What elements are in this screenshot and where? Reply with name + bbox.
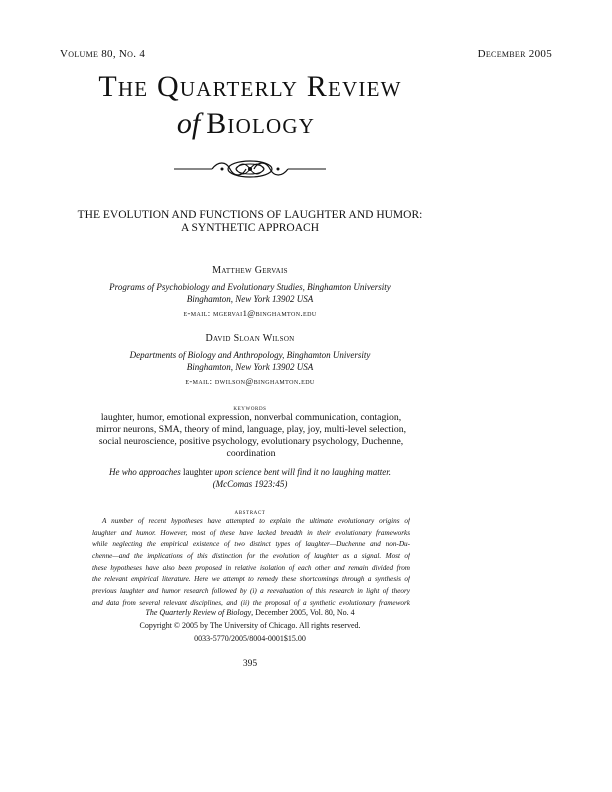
keywords-list: laughter, humor, emotional expression, nonverbal communication, contagion, mirror neurons, SMA, theory of mind, language, play, joy, multi-level selection, social neuroscience, positive psychology, evolutionary psychology, Duchenne, coordination	[95, 412, 407, 459]
abstract-line: while neglecting the empirical existence of two distinct types of laughter—Duchenne and non-Du-	[92, 540, 410, 549]
journal-title-biology: Biology	[206, 107, 316, 140]
abstract-line: previous laughter and humor research followed by (i) a reevaluation of this research in light of theory	[92, 587, 410, 596]
author-affiliation: Departments of Biology and Anthropology, Binghamton University Binghamton, New York 13902 USA	[129, 350, 371, 372]
abstract-text	[92, 516, 410, 610]
abstract-line: these hypotheses have also been proposed in relative isolation of each other and remain divided from	[92, 563, 410, 572]
journal-title-line1: The Quarterly Review	[98, 70, 402, 103]
keywords-heading: keywords	[233, 403, 267, 412]
journal-title-line2	[0, 107, 492, 141]
abstract-line: chenne—and the implications of this distinction for the evolution of laughter as a signal. Most of	[92, 552, 410, 561]
article-title: THE EVOLUTION AND FUNCTIONS OF LAUGHTER AND HUMOR: A SYNTHETIC APPROACH	[77, 209, 423, 234]
ornament-divider-icon	[170, 157, 330, 181]
abstract-line: A number of recent hypotheses have attempted to explain the ultimate evolutionary origins of	[102, 517, 410, 525]
journal-title-of: of	[176, 107, 201, 140]
abstract-line: the relevant empirical literature. Here we attempt to remedy these shortcomings through a synthesis of	[92, 575, 410, 584]
author-email: e-mail: dwilson@binghamton.edu	[185, 376, 315, 386]
epigraph: He who approaches laughter upon science bent will find it no laughing matter. (McComas 1923:45)	[40, 466, 460, 490]
author-email: e-mail: mgervai1@binghamton.edu	[183, 308, 317, 318]
copyright-line: Copyright © 2005 by The University of Chicago. All rights reserved.	[139, 621, 361, 630]
issue-date: December 2005	[477, 48, 552, 60]
author-name: Matthew Gervais	[212, 265, 288, 276]
volume-issue: Volume 80, No. 4	[60, 48, 146, 60]
page-number: 395	[242, 659, 258, 669]
author-name: David Sloan Wilson	[205, 333, 295, 344]
abstract-line: laughter and humor. However, most of these have lacked breadth in their evolutionary frameworks	[92, 528, 410, 537]
abstract-heading: abstract	[234, 507, 266, 516]
author-affiliation: Programs of Psychobiology and Evolutionary Studies, Binghamton University Binghamton, New York 13902 USA	[109, 282, 391, 304]
issn-line: 0033-5770/2005/8004-0001$15.00	[194, 634, 306, 643]
journal-citation: The Quarterly Review of Biology, December 2005, Vol. 80, No. 4	[145, 608, 355, 617]
epigraph-source: (McComas 1923:45)	[212, 479, 288, 489]
abstract-line: and data from several relevant disciplines, and (ii) the proposal of a synthetic evolutionary framework	[92, 598, 410, 607]
